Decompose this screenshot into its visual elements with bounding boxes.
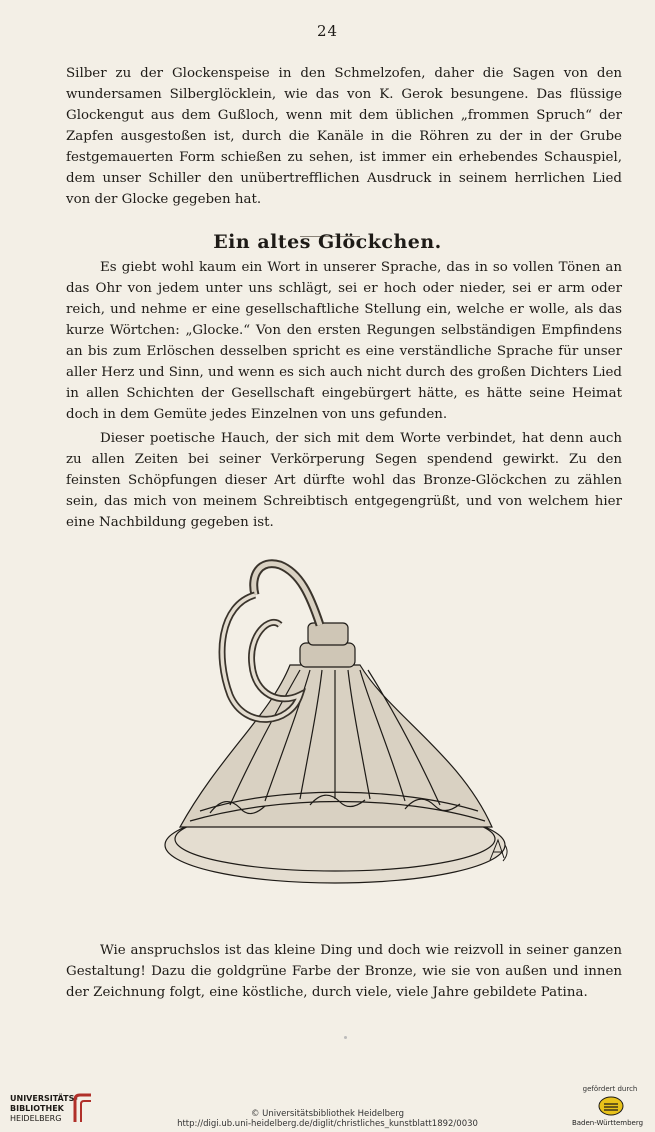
section-heading: Ein altes Glöckchen. bbox=[213, 231, 442, 253]
funder-name: Baden-Württemberg bbox=[571, 1119, 644, 1127]
scan-dot bbox=[344, 1036, 347, 1039]
page-number: 24 bbox=[316, 22, 339, 40]
copyright-text: © Universitätsbibliothek Heidelberg bbox=[250, 1109, 404, 1119]
library-line-1: UNIVERSITÄTS- bbox=[10, 1094, 78, 1103]
paragraph-poetic: Dieser poetische Hauch, der sich mit dem Worte verbindet, hat denn auch zu allen Zeiten bei seiner Verkörperung Segen spendend gewirkt. Zu den feinsten Schöpfungen dieser Art dürfte wohl das Bronze-Glöckchen zu zählen sein, das mich von meinem Schreibtisch entgegengrüßt, und von welchem hier eine Nachbildung gegeben ist. bbox=[66, 431, 622, 530]
library-line-3: HEIDELBERG bbox=[10, 1114, 62, 1123]
paragraph-intro: Es giebt wohl kaum ein Wort in unserer Sprache, das in so vollen Tönen an das Ohr von jedem unter uns schlägt, sei er hoch oder nieder, sei er arm oder reich, und nehme er eine gesellschaftliche Stellung ein, welche er wolle, als das kurze Wörtchen: „Glocke.“ Von den ersten Regungen selbständigen Empfindens an bis zum Erlöschen desselben spricht es eine verständliche Sprache für unser aller Herz und Sinn, und wenn es sich auch nicht durch des großen Dichters Lied in allen Schichten der Gesellschaft eingebürgert hätte, es hätte seine Heimat doch in dem Gemüte jedes Einzelnen von uns gefunden. bbox=[66, 260, 622, 422]
ub-heidelberg-logo-icon bbox=[72, 1092, 94, 1124]
funded-by-label: gefördert durch bbox=[582, 1085, 638, 1093]
library-logo-text bbox=[10, 1094, 78, 1124]
library-line-2: BIBLIOTHEK bbox=[10, 1104, 64, 1113]
paragraph-continuation: Silber zu der Glockenspeise in den Schmelzofen, daher die Sagen von den wundersamen Silberglöcklein, wie das von K. Gerok besungene. Das flüssige Glockengut aus dem Gußloch, wenn mit dem üblichen „frommen Spruch“ der Zapfen ausgestoßen ist, durch die Kanäle in die Röhren zu der in der Grube festgemauerten Form schießen zu sehen, ist immer ein erhebendes Schauspiel, dem unser Schiller den unübertrefflichen Ausdruck in seinem herrlichen Lied von der Glocke gegeben hat. bbox=[66, 66, 622, 207]
bell-collar bbox=[300, 643, 355, 667]
bell-engraving-icon bbox=[160, 555, 520, 895]
paragraph-closing: Wie anspruchslos ist das kleine Ding und doch wie reizvoll in seiner ganzen Gestaltung! Dazu die goldgrüne Farbe der Bronze, wie sie von außen und innen der Zeichnung folgt, eine köstliche, durch viele, viele Jahre gebildete Patina. bbox=[66, 943, 622, 1000]
footer-center bbox=[150, 1109, 505, 1129]
baden-wuerttemberg-emblem-icon bbox=[598, 1096, 624, 1116]
source-url[interactable]: http://digi.ub.uni-heidelberg.de/diglit/christliches_kunstblatt1892/0030 bbox=[177, 1119, 478, 1129]
